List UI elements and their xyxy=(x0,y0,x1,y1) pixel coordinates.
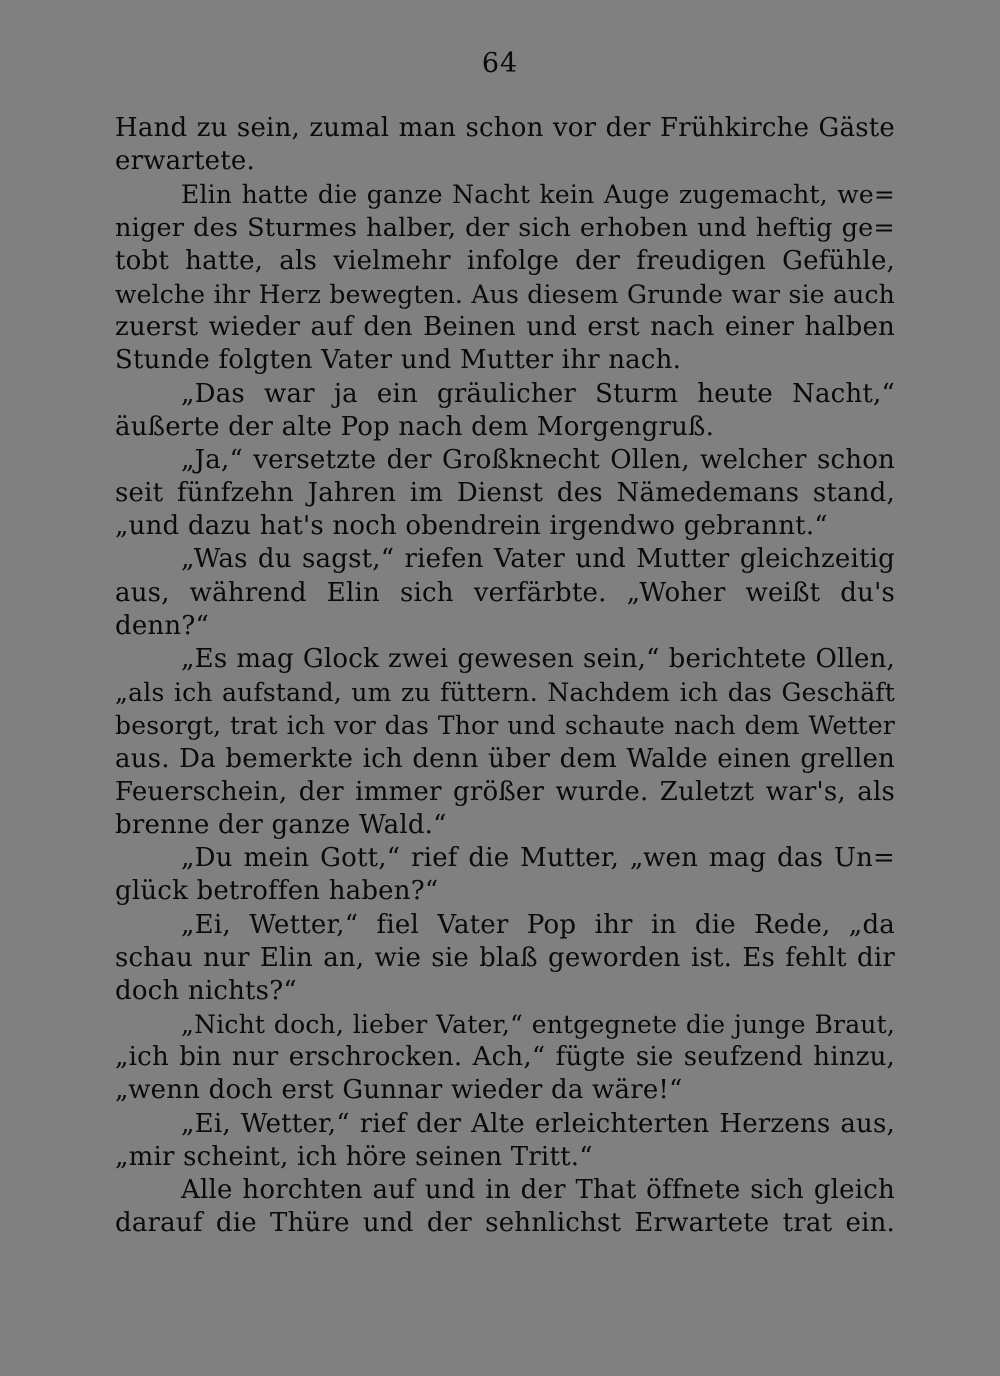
text-line: aus. Da bemerkte ich denn über dem Walde einen grellen xyxy=(115,743,895,774)
page-number: 64 xyxy=(481,48,519,79)
text-line: denn?“ xyxy=(115,610,209,641)
text-line: doch nichts?“ xyxy=(115,975,297,1006)
text-line: zuerst wieder auf den Beinen und erst nach einer halben xyxy=(115,312,895,343)
text-line: „Es mag Glock zwei gewesen sein,“ berichtete Ollen, xyxy=(181,644,895,674)
text-line: Hand zu sein, zumal man schon vor der Frühkirche Gäste xyxy=(115,113,895,143)
text-line: darauf die Thüre und der sehnlichst Erwartete trat ein. xyxy=(115,1208,895,1239)
text-line: seit fünfzehn Jahren im Dienst des Nämedemans stand, xyxy=(115,478,895,509)
text-line: Elin hatte die ganze Nacht kein Auge zugemacht, we= xyxy=(181,180,895,210)
text-line: „als ich aufstand, um zu füttern. Nachdem ich das Geschäft xyxy=(115,678,895,708)
text-line: „Du mein Gott,“ rief die Mutter, „wen mag das Un= xyxy=(181,843,895,874)
text-line: erwartete. xyxy=(115,146,255,177)
text-line: „Ei, Wetter,“ rief der Alte erleichterten Herzens aus, xyxy=(181,1108,895,1139)
text-line: „Das war ja ein gräulicher Sturm heute Nacht,“ xyxy=(181,378,895,409)
text-line: Stunde folgten Vater und Mutter ihr nach. xyxy=(115,345,682,376)
body-text xyxy=(115,112,895,1240)
text-line: „und dazu hat's noch obendrein irgendwo gebrannt.“ xyxy=(115,511,828,542)
text-line: schau nur Elin an, wie sie blaß geworden ist. Es fehlt dir xyxy=(115,942,895,973)
text-line: tobt hatte, als vielmehr infolge der freudigen Gefühle, xyxy=(115,245,895,276)
text-line: „ich bin nur erschrocken. Ach,“ fügte sie seufzend hinzu, xyxy=(115,1042,895,1073)
text-line: welche ihr Herz bewegten. Aus diesem Grunde war sie auch xyxy=(115,279,895,309)
text-line: „mir scheint, ich höre seinen Tritt.“ xyxy=(115,1141,593,1172)
text-line: „Ja,“ versetzte der Großknecht Ollen, welcher schon xyxy=(181,444,895,475)
text-line: äußerte der alte Pop nach dem Morgengruß. xyxy=(115,411,715,442)
text-line: „Nicht doch, lieber Vater,“ entgegnete die junge Braut, xyxy=(181,1010,895,1040)
text-line: brenne der ganze Wald.“ xyxy=(115,809,447,840)
text-line: aus, während Elin sich verfärbte. „Woher weißt du's xyxy=(115,577,895,608)
text-line: Alle horchten auf und in der That öffnete sich gleich xyxy=(181,1175,895,1205)
text-line: „wenn doch erst Gunnar wieder da wäre!“ xyxy=(115,1075,683,1106)
text-line: „Was du sagst,“ riefen Vater und Mutter gleichzeitig xyxy=(181,544,895,575)
text-line: glück betroffen haben?“ xyxy=(115,876,439,907)
text-line: „Ei, Wetter,“ fiel Vater Pop ihr in die Rede, „da xyxy=(181,909,895,940)
text-line: besorgt, trat ich vor das Thor und schaute nach dem Wetter xyxy=(115,711,895,741)
text-line: niger des Sturmes halber, der sich erhoben und heftig ge= xyxy=(115,212,895,243)
text-line: Feuerschein, der immer größer wurde. Zuletzt war's, als xyxy=(115,776,895,807)
